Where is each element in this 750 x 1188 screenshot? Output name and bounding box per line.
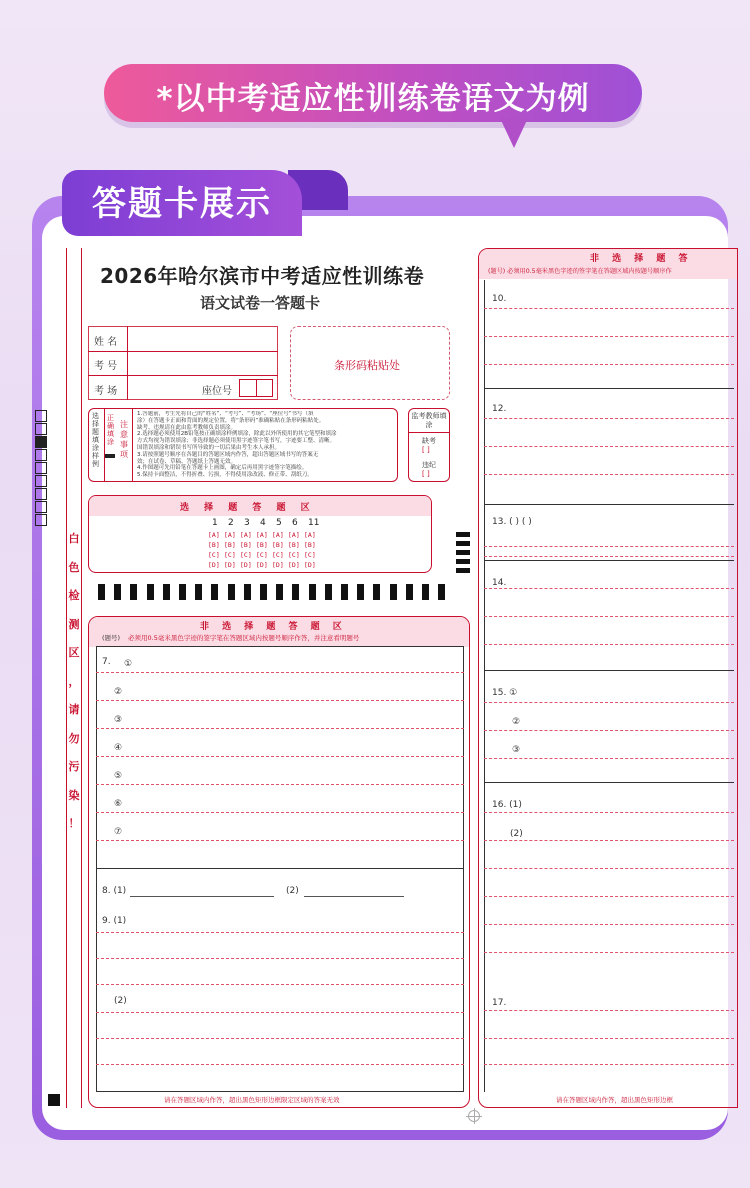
warning-char: 色: [68, 560, 80, 574]
mc-option-row: [208, 540, 320, 550]
banner-tail: [500, 118, 528, 148]
mc-option-row: [208, 530, 320, 540]
q8-label-2: (2): [286, 886, 299, 896]
answer-line[interactable]: [96, 728, 464, 729]
q15-label: 15. ①: [492, 688, 518, 698]
timing-bar: [438, 584, 445, 600]
circle-label: ④: [114, 743, 123, 753]
warning-char: 白: [68, 532, 80, 545]
seat-label: 座位号: [202, 386, 232, 397]
q7-label: 7.: [102, 657, 111, 667]
mc-number: 4: [260, 518, 266, 528]
note-line: 4.作图题可先用铅笔在答题卡上画图，确定后再用黑字迹签字笔描绘。: [137, 465, 308, 472]
answer-line[interactable]: [484, 1064, 734, 1065]
nonmc-header: 非 选 择 题 答 题 区: [200, 622, 347, 632]
mc-number: 3: [244, 518, 250, 528]
answer-line[interactable]: [484, 924, 734, 925]
timing-bar: [244, 584, 251, 600]
mc-bubble[interactable]: [D]: [240, 561, 252, 569]
violation-bracket[interactable]: [ ]: [422, 470, 430, 478]
note-line: 国错误填涂和错误书写所导致的一切后果由考生本人承担。: [137, 444, 281, 451]
mc-bubble[interactable]: [B]: [288, 541, 300, 549]
mc-number: 11: [308, 518, 320, 528]
answer-line[interactable]: [96, 756, 464, 757]
circle-label: ③: [114, 715, 123, 725]
answer-line[interactable]: [96, 984, 464, 985]
answer-line[interactable]: [484, 418, 734, 419]
answer-line[interactable]: [484, 616, 734, 617]
nonmc-instruction-prefix: (题号): [102, 634, 121, 642]
mc-right-marks: [456, 532, 470, 573]
warning-char: 污: [68, 760, 80, 773]
answer-line[interactable]: [484, 812, 734, 813]
card-subtitle: 语文试卷一答题卡: [200, 294, 321, 312]
section-divider: [484, 782, 734, 783]
answer-line[interactable]: [484, 644, 734, 645]
timing-bar: [260, 584, 267, 600]
right-footer: 请在答题区域内作答，超出黑色矩形边框: [556, 1096, 673, 1104]
sample-label: 选择题填涂样例: [92, 412, 99, 468]
q17-label: 17.: [492, 998, 507, 1008]
warning-char: ！: [68, 817, 80, 830]
answer-line[interactable]: [484, 758, 734, 759]
mc-option-row: [208, 550, 320, 560]
name-label: 姓 名: [94, 337, 118, 348]
mc-options[interactable]: [208, 530, 320, 570]
warning-text: [66, 528, 82, 842]
mc-number: 2: [228, 518, 234, 528]
exam-no-label: 考 号: [94, 361, 118, 372]
answer-line[interactable]: [96, 1012, 464, 1013]
mc-option-row: [208, 560, 320, 570]
q15c-label: ③: [512, 745, 521, 755]
note-line: 方式均视为错误填涂；非选择题必须使用黑字迹签字笔书写，字迹要工整、清晰。: [137, 438, 336, 445]
proctor-title: 监考教师填涂: [411, 412, 447, 429]
notes-text: [137, 411, 395, 479]
circle-label: ⑦: [114, 827, 123, 837]
banner-text: *以中考适应性训练卷语文为例: [156, 81, 590, 117]
right-inner-box: [484, 280, 734, 1092]
timing-bar: [309, 584, 316, 600]
timing-bar: [341, 584, 348, 600]
timing-bar: [390, 584, 397, 600]
right-instruction: (题号) 必须用0.5毫米黑色字迹的签字笔在答题区域内按题号顺序作: [488, 268, 672, 275]
note-line: 5.保持卡面整洁，不得折叠、污损，不得使用涂改液、修正带、刮纸刀。: [137, 472, 313, 479]
answer-line[interactable]: [96, 958, 464, 959]
mc-bubble[interactable]: [A]: [224, 531, 236, 539]
answer-line[interactable]: [484, 474, 734, 475]
answer-line[interactable]: [484, 546, 734, 547]
warning-char: 染: [68, 788, 80, 802]
answer-line[interactable]: [484, 868, 734, 869]
mc-bubble[interactable]: [D]: [288, 561, 300, 569]
answer-line[interactable]: [484, 308, 734, 309]
example-banner: [104, 64, 642, 122]
note-line: 缺考、违规请在此由监考教师负责填涂。: [137, 424, 237, 431]
correct-fill-label: 正确填涂: [107, 414, 114, 446]
answer-line[interactable]: [484, 336, 734, 337]
nonmc-instruction: 必须用0.5毫米黑色字迹的签字笔在答题区域内按题号顺序作答，并注意看明题号: [128, 634, 360, 642]
mc-bubble[interactable]: [C]: [240, 551, 252, 559]
warning-char: 检: [68, 589, 80, 602]
absent-bracket[interactable]: [ ]: [422, 446, 430, 454]
answer-sheet: [42, 216, 728, 1130]
timing-bar: [130, 584, 137, 600]
mc-bubble[interactable]: [A]: [208, 531, 220, 539]
timing-bar: [211, 584, 218, 600]
answer-line[interactable]: [484, 364, 734, 365]
mc-bubble[interactable]: [B]: [224, 541, 236, 549]
answer-line[interactable]: [484, 556, 734, 557]
answer-line[interactable]: [96, 700, 464, 701]
answer-line[interactable]: [96, 1064, 464, 1065]
section-divider: [484, 670, 734, 671]
section-tab-title: 答题卡展示: [92, 184, 272, 224]
q8-label-1: 8. (1): [102, 886, 127, 896]
timing-bar: [406, 584, 413, 600]
mc-bubble[interactable]: [D]: [256, 561, 268, 569]
mc-bubble[interactable]: [D]: [272, 561, 284, 569]
mc-bubble[interactable]: [D]: [208, 561, 220, 569]
timing-bar: [228, 584, 235, 600]
answer-line[interactable]: [484, 730, 734, 731]
section-divider: [484, 560, 734, 561]
mc-bubble[interactable]: [A]: [288, 531, 300, 539]
answer-line[interactable]: [96, 812, 464, 813]
mc-bubble[interactable]: [B]: [208, 541, 220, 549]
answer-line[interactable]: [96, 932, 464, 933]
answer-line[interactable]: [96, 672, 464, 673]
q15b-label: ②: [512, 717, 521, 727]
timing-bar: [195, 584, 202, 600]
timing-bar: [373, 584, 380, 600]
mc-bubble[interactable]: [A]: [240, 531, 252, 539]
mc-bubble[interactable]: [D]: [224, 561, 236, 569]
timing-bar: [163, 584, 170, 600]
circle-label: ⑤: [114, 771, 123, 781]
mc-bubble[interactable]: [C]: [304, 551, 316, 559]
timing-bar: [292, 584, 299, 600]
q16b-label: (2): [510, 829, 523, 839]
answer-line[interactable]: [484, 1038, 734, 1039]
mc-bubble[interactable]: [C]: [272, 551, 284, 559]
q13-label: 13. ( ) ( ): [492, 517, 532, 527]
answer-line[interactable]: [484, 1010, 734, 1011]
timing-bar: [179, 584, 186, 600]
mc-bubble[interactable]: [A]: [272, 531, 284, 539]
card-title: 2026年哈尔滨市中考适应性训练卷: [100, 264, 425, 288]
mc-bubble[interactable]: [A]: [304, 531, 316, 539]
q16-label: 16. (1): [492, 800, 522, 810]
timing-bar: [98, 584, 105, 600]
circle-label: ②: [114, 687, 123, 697]
q14-label: 14.: [492, 578, 507, 588]
mc-bubble[interactable]: [C]: [208, 551, 220, 559]
timing-bar: [325, 584, 332, 600]
right-header: 非 选 择 题 答: [590, 254, 693, 264]
nonmc-footer: 请在答题区域内作答，超出黑色矩形边框限定区域的答案无效: [164, 1096, 340, 1104]
mc-number: 6: [292, 518, 298, 528]
note-line: 2.选择题必须使用2B铅笔按正确填涂样例填涂，除此以外所使用的其它笔型和填涂: [137, 431, 337, 438]
notes-label: 注意事项: [120, 420, 128, 459]
warning-char: 请: [68, 703, 80, 716]
nonmc-inner-box: [96, 646, 464, 1092]
q10-label: 10.: [492, 294, 507, 304]
correct-fill-mark: [105, 454, 115, 458]
warning-char: 测: [68, 617, 80, 631]
section-divider: [484, 504, 734, 505]
answer-line[interactable]: [96, 784, 464, 785]
mc-bubble[interactable]: [D]: [304, 561, 316, 569]
warning-char: 区: [68, 646, 80, 659]
timing-bar: [114, 584, 121, 600]
timing-bar: [357, 584, 364, 600]
room-label: 考 场: [94, 386, 118, 397]
warning-char: 勿: [68, 731, 80, 745]
violation-label: 违纪: [422, 461, 436, 469]
timing-bar: [422, 584, 429, 600]
note-line: 1.答题前，考生先将自己的“姓名”、“考号”、“考场”、“座位号”书写（填: [137, 411, 314, 417]
bottom-left-mark: [48, 1094, 60, 1106]
q9-label-2: (2): [114, 996, 127, 1006]
answer-line[interactable]: [96, 840, 464, 841]
mc-number: 5: [276, 518, 282, 528]
mc-bubble[interactable]: [C]: [256, 551, 268, 559]
mc-bubble[interactable]: [C]: [224, 551, 236, 559]
mc-bubble[interactable]: [C]: [288, 551, 300, 559]
mc-bubble[interactable]: [B]: [240, 541, 252, 549]
note-line: 涂）在答题卡正面和背面的规定位置，将“条形码”准确粘贴在条形码粘贴处。: [137, 417, 325, 424]
answer-line[interactable]: [484, 896, 734, 897]
answer-line[interactable]: [484, 840, 734, 841]
section-divider: [484, 388, 734, 389]
answer-line[interactable]: [96, 1038, 464, 1039]
mc-number: 1: [212, 518, 218, 528]
mc-header: 选 择 题 答 题 区: [180, 503, 316, 513]
timing-bar-row: [98, 584, 458, 600]
circle-label: ⑥: [114, 799, 123, 809]
timing-bar: [276, 584, 283, 600]
mc-bubble[interactable]: [B]: [272, 541, 284, 549]
q9-label-1: 9. (1): [102, 916, 127, 926]
note-line: 效；在试卷、草稿、答题纸上答题无效。: [137, 458, 237, 465]
answer-line[interactable]: [484, 446, 734, 447]
mc-bubble[interactable]: [B]: [256, 541, 268, 549]
timing-bar: [147, 584, 154, 600]
answer-line[interactable]: [484, 702, 734, 703]
timing-marks: [35, 410, 47, 527]
warning-char: ，: [68, 674, 80, 688]
barcode-label: 条形码粘贴处: [334, 359, 400, 372]
mc-bubble[interactable]: [A]: [256, 531, 268, 539]
answer-line[interactable]: [484, 952, 734, 953]
answer-line[interactable]: [484, 588, 734, 589]
note-line: 3.请按照题号顺序在各题目的答题区域内作答，超出答题区域书写的答案无: [137, 451, 319, 458]
q12-label: 12.: [492, 404, 507, 414]
mc-bubble[interactable]: [B]: [304, 541, 316, 549]
circle-label: ①: [124, 659, 133, 669]
mc-numbers: [212, 518, 324, 528]
absent-label: 缺考: [422, 437, 436, 445]
